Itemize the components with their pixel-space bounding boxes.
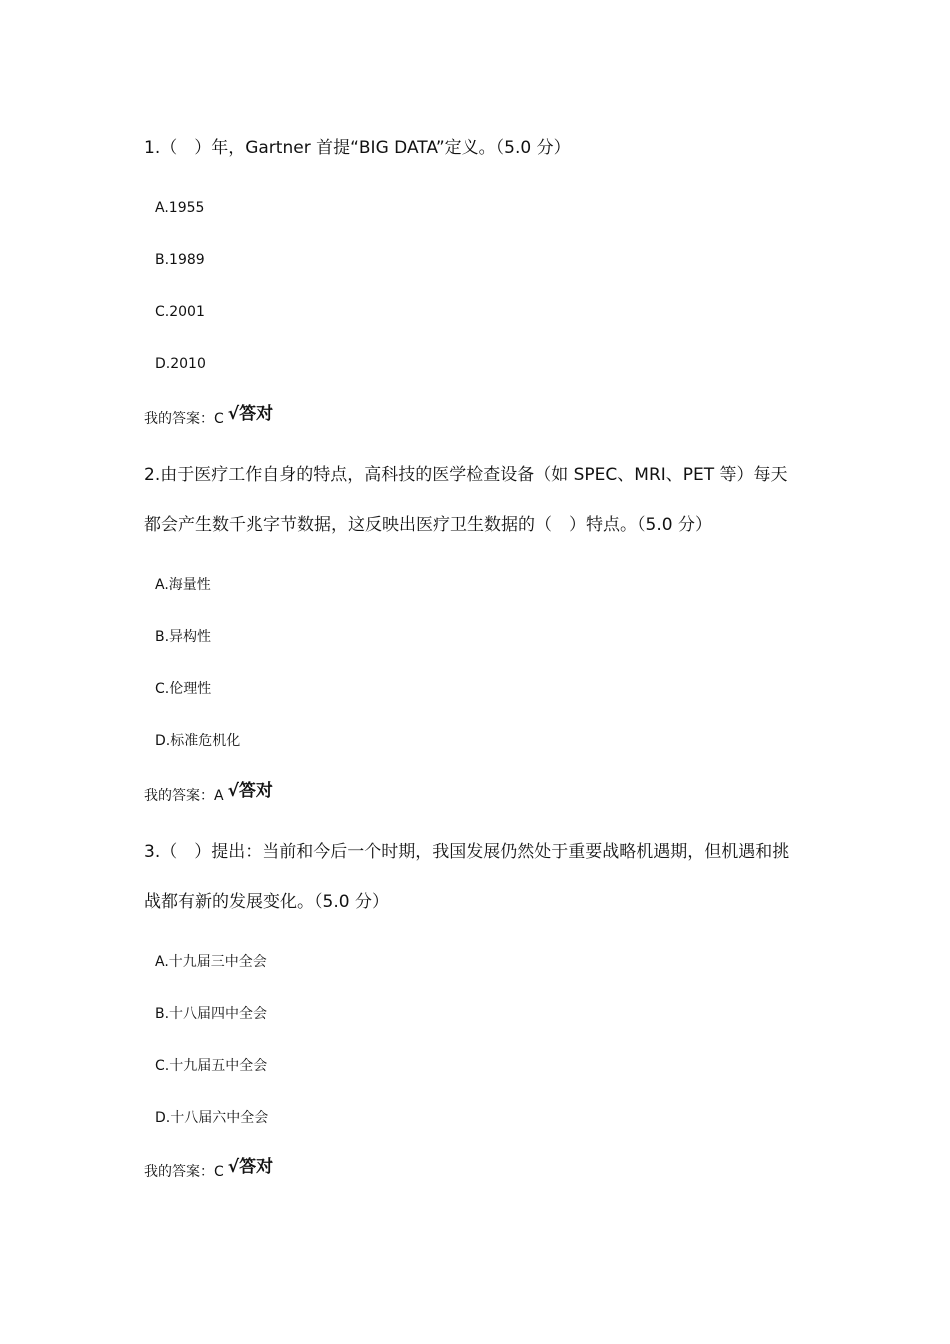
answer-label: 我的答案：A	[144, 788, 224, 804]
question-2-answer	[144, 781, 273, 806]
question-3-option-d: D.十八届六中全会	[155, 1110, 269, 1126]
question-2-text-line-2: 都会产生数千兆字节数据，这反映出医疗卫生数据的（ ）特点。（5.0 分）	[144, 515, 712, 535]
question-1-text: 1.（ ）年，Gartner 首提“BIG DATA”定义。（5.0 分）	[144, 138, 571, 158]
question-2-option-d: D.标准危机化	[155, 733, 241, 749]
check-icon: √	[227, 1157, 240, 1177]
question-2-option-b: B.异构性	[155, 629, 212, 645]
question-3-answer	[144, 1157, 274, 1182]
question-1-option-d: D.2010	[155, 356, 206, 372]
question-3-option-a: A.十九届三中全会	[155, 954, 267, 970]
answer-verdict: 答对	[239, 404, 274, 424]
question-2-option-a: A.海量性	[155, 577, 211, 593]
question-1-option-a: A.1955	[155, 200, 205, 216]
question-1-option-c: C.2001	[155, 304, 205, 320]
answer-verdict: 答对	[238, 781, 273, 801]
question-1-option-b: B.1989	[155, 252, 205, 268]
check-icon: √	[227, 781, 239, 801]
question-1-answer	[144, 404, 274, 429]
answer-verdict: 答对	[239, 1157, 274, 1177]
question-3-text-line-2: 战都有新的发展变化。（5.0 分）	[144, 892, 389, 912]
answer-label: 我的答案：C	[144, 1164, 224, 1180]
answer-label: 我的答案：C	[144, 411, 224, 427]
check-icon: √	[227, 404, 240, 424]
question-3-option-c: C.十九届五中全会	[155, 1058, 268, 1074]
question-3-option-b: B.十八届四中全会	[155, 1006, 268, 1022]
question-2-option-c: C.伦理性	[155, 681, 212, 697]
question-3-text-line-1: 3.（ ）提出：当前和今后一个时期，我国发展仍然处于重要战略机遇期，但机遇和挑	[144, 842, 790, 862]
question-2-text-line-1: 2.由于医疗工作自身的特点，高科技的医学检查设备（如 SPEC、MRI、PET 等）每天	[144, 465, 788, 485]
